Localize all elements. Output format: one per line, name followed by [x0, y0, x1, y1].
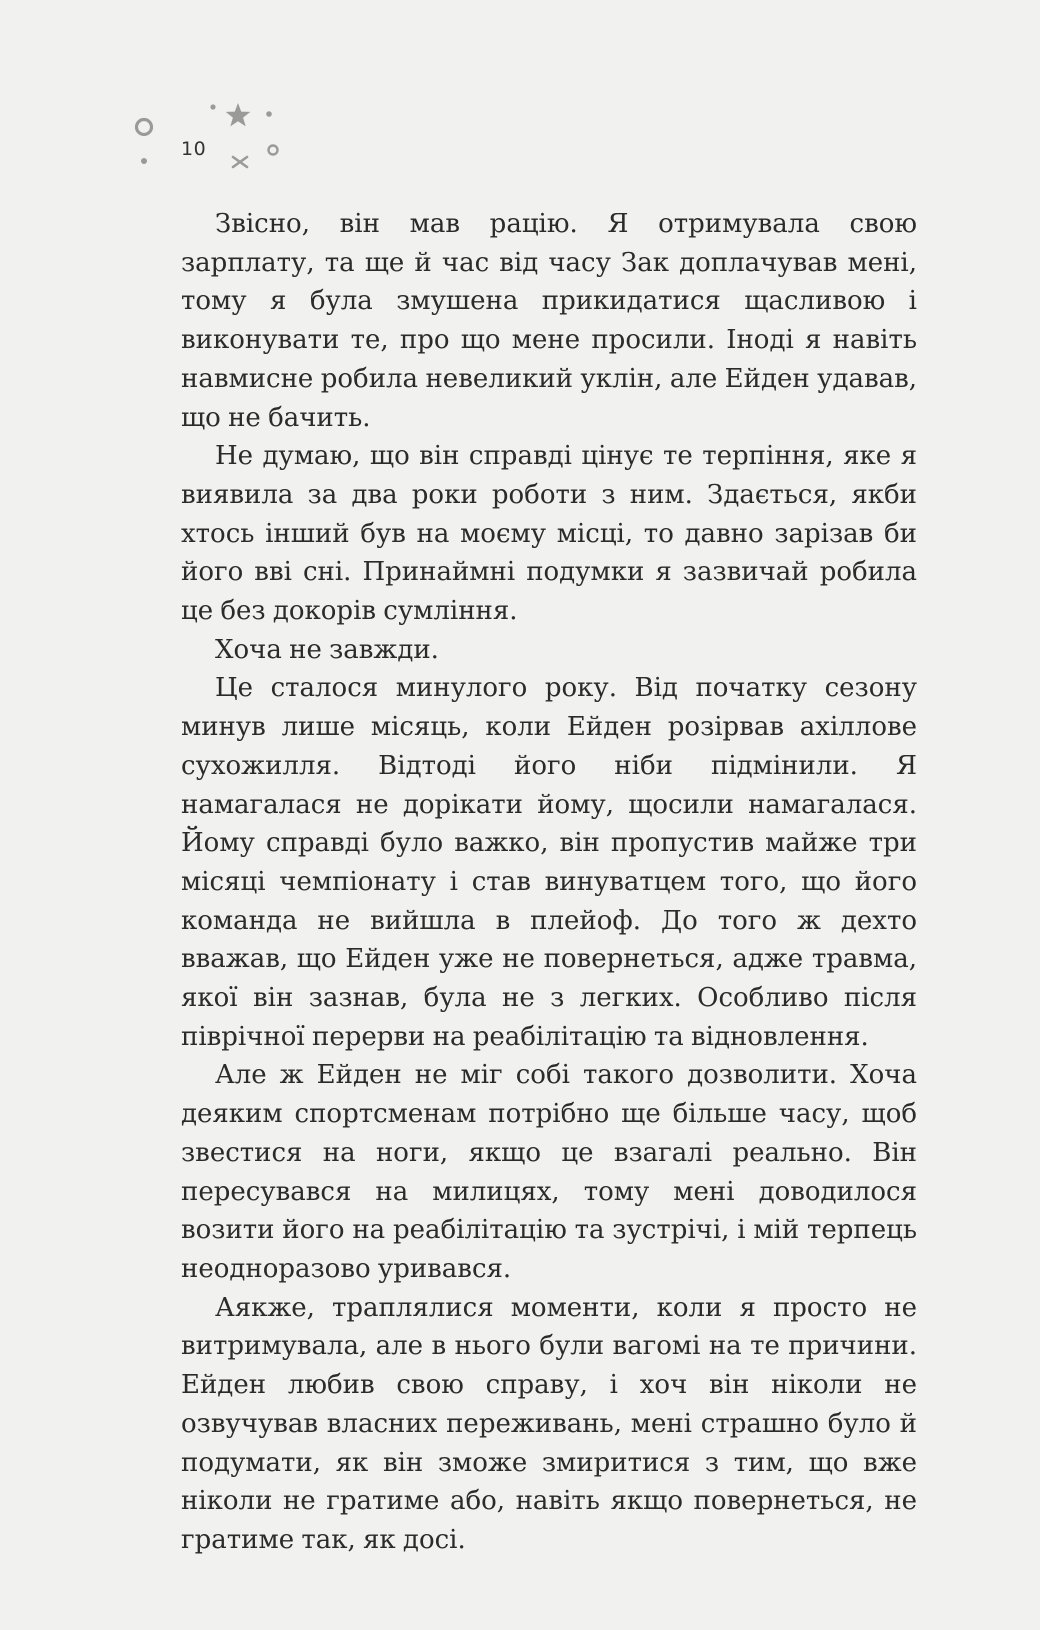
dot-icon [266, 111, 272, 117]
body-text [181, 205, 917, 1560]
paragraph: Але ж Ейден не міг собі такого дозволити. Хоча деяким спортсменам потрібно ще більше часу, щоб звестися на ноги, якщо це взагалі реально. Він пересувався на милицях, тому мені доводилося возити його на реабілітацію та зустрічі, і мій терпець неодноразово уривався. [181, 1060, 917, 1284]
paragraph: Це сталося минулого року. Від початку сезону минув лише місяць, коли Ейден розірвав ахіллове сухожилля. Відтоді його ніби підмінили. Я намагалася не дорікати йому, щосили намагалася. Йому справді було важко, він пропустив майже три місяці чемпіонату і став винуватцем того, що його команда не вийшла в плейоф. До того ж дехто вважав, що Ейден уже не повернеться, адже травма, якої він зазнав, була не з легких. Особливо після піврічної перерви на реабілітацію та відновлення. [181, 673, 917, 1052]
cross-icon [233, 157, 247, 167]
star-icon [226, 103, 251, 126]
paragraph: Аякже, траплялися моменти, коли я просто не витримувала, але в нього були вагомі на те причини. Ейден любив свою справу, і хоч він ніколи не озвучував власних переживань, мені страшно було й подумати, як він зможе змиритися з тим, що вже ніколи не гратиме або, навіть якщо повернеться, не гратиме так, як досі. [181, 1292, 917, 1555]
paragraph: Хоча не завжди. [215, 634, 439, 665]
dot-icon [210, 104, 215, 109]
small-circle-icon [269, 146, 278, 155]
dot-icon [141, 158, 147, 164]
circle-outline-icon [137, 120, 152, 135]
page-number: 10 [181, 138, 207, 160]
page-ornament [130, 100, 300, 190]
paragraph: Звісно, він мав рацію. Я отримувала свою зарплату, та ще й час від часу Зак доплачував мені, тому я була змушена прикидатися щасливою і виконувати те, про що мене просили. Іноді я навіть навмисне робила невеликий уклін, але Ейден удавав, що не бачить. [181, 209, 917, 433]
paragraph: Не думаю, що він справді цінує те терпіння, яке я виявила за два роки роботи з ним. Здається, якби хтось інший був на моєму місці, то давно зарізав би його вві сні. Принаймні подумки я зазвичай робила це без докорів сумління. [181, 441, 917, 627]
